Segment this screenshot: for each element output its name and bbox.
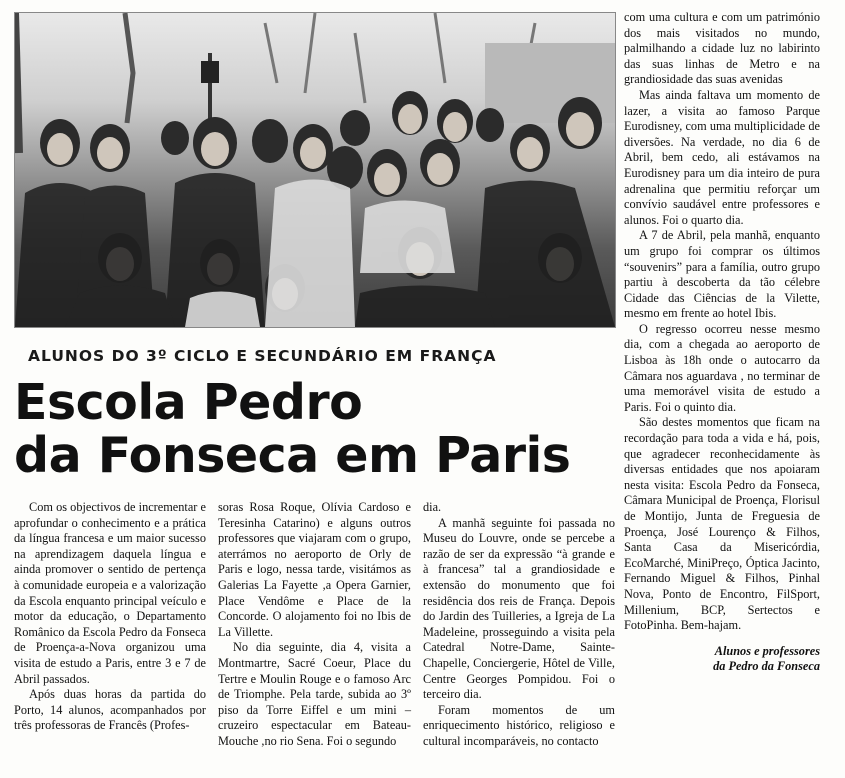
column-3-paragraph-1: dia.	[423, 500, 442, 514]
column-2-paragraph-1: soras Rosa Roque, Olívia Cardoso e Teresinha Catarino) e alguns outros professores que viajaram com o grupo, aterrámos no aeroporto de Orly de Paris e logo, nessa tarde, visitámos as Galerias La Fayette ,a Opera Garnier, Place Vendôme e Place de la Concorde. O alojamento foi no Ibis de La Villette.	[218, 500, 411, 639]
article-headline	[14, 376, 614, 482]
signature-line-2: da Pedro da Fonseca	[713, 659, 820, 674]
column-3-paragraph-3: Foram momentos de um enriquecimento histórico, religioso e cultural incomparáveis, no contacto	[423, 702, 615, 748]
column-4-paragraph-2: Mas ainda faltava um momento de lazer, a visita ao famoso Parque Eurodisney, com uma multiplicidade de diversões. Na verdade, no dia 6 de Abril, bem cedo, ali estávamos na Eurodisney para um dia inteiro de pura adrenalina que permitiu reforçar um convívio saudável entre professores e alunos. Foi o quarto dia.	[624, 87, 820, 227]
column-4-paragraph-5: São destes momentos que ficam na recordação para toda a vida e há, pois, que agradecer reconhecidamente às diversas entidades que nos apoiaram nesta visita: Escola Pedro da Fonseca, Câmara Municipal de Proença, Florisul de Montijo, Junta de Freguesia de Proença, José Lourenço & Filhos, Santa Casa da Misericórdia, EcoMarché, MiniPreço, Óptica Jacinto, Fernando Miguel & Filhos, Pinhal Nova, Ponto de Encontro, FilSport, Millenium, BCP, Sertectos e FotoPinha. Bem-hajam.	[624, 415, 820, 633]
column-1-paragraph-1: Com os objectivos de incrementar e aprofundar o conhecimento e a prática da língua francesa e um maior sucesso na aprendizagem daquela língua e ainda promover o sentido de pertença à comunidade europeia e a valorização da Escola enquanto principal veículo e motor da educação, o Departamento Românico da Escola Pedro da Fonseca de Proença-a-Nova organizou uma visita de estudo a Paris, entre 3 e 7 de Abril passados.	[14, 500, 206, 686]
group-photo	[14, 12, 616, 328]
column-4-paragraph-3: A 7 de Abril, pela manhã, enquanto um grupo foi comprar os últimos “souvenirs” para a família, outro grupo partiu à descoberta da tão célebre Cidade das Ciências de la Vilette, mesmo em frente ao hotel Ibis.	[624, 228, 820, 321]
article-column-3	[423, 500, 615, 750]
column-1-paragraph-2: Após duas horas da partida do Porto, 14 alunos, acompanhados por três professoras de Francês (Profes-	[14, 687, 206, 733]
group-photo-illustration	[15, 13, 615, 327]
article-signature	[624, 644, 820, 675]
signature-line-1: Alunos e professores	[714, 643, 820, 658]
column-3-paragraph-2: A manhã seguinte foi passada no Museu do Louvre, onde se percebe a razão de ser da expressão “à grande e à francesa” tal a grandiosidade e extensão do monumento que foi residência dos reis de França. Depois do Jardin des Tuilleries, a Igreja de La Madeleine, prosseguindo a visita pela Catedral Notre-Dame, Sainte-Chapelle, Conciergerie, Hôtel de Ville, Centre Georges Pompidou. Foi o terceiro dia.	[423, 515, 615, 702]
headline-line-2: da Fonseca em Paris	[14, 427, 571, 484]
column-4-paragraph-4: O regresso ocorreu nesse mesmo dia, com a chegada ao aeroporto de Lisboa às 18h onde o autocarro da Câmara nos aguardava , no terminar de uma memorável visita de estudo a Paris. Foi o quinto dia.	[624, 321, 820, 414]
article-column-4	[624, 10, 820, 675]
column-4-paragraph-1: com uma cultura e com um património dos mais visitados no mundo, palmilhando a cidade luz no labirinto das suas linhas de Metro e na grandiosidade das suas avenidas	[624, 10, 820, 87]
headline-line-1: Escola Pedro	[14, 374, 363, 431]
column-2-paragraph-2: No dia seguinte, dia 4, visita a Montmartre, Sacré Coeur, Place du Tertre e Moulin Rouge e o famoso Arc de Triomphe. Pela tarde, subida ao 3º piso da Torre Eiffel e um mini – cruzeiro espectacular em Bateau-Mouche ,no rio Sena. Foi o segundo	[218, 640, 411, 748]
article-kicker: ALUNOS DO 3º CICLO E SECUNDÁRIO EM FRANÇA	[28, 347, 497, 365]
article-column-2	[218, 500, 411, 750]
article-column-1	[14, 500, 206, 734]
